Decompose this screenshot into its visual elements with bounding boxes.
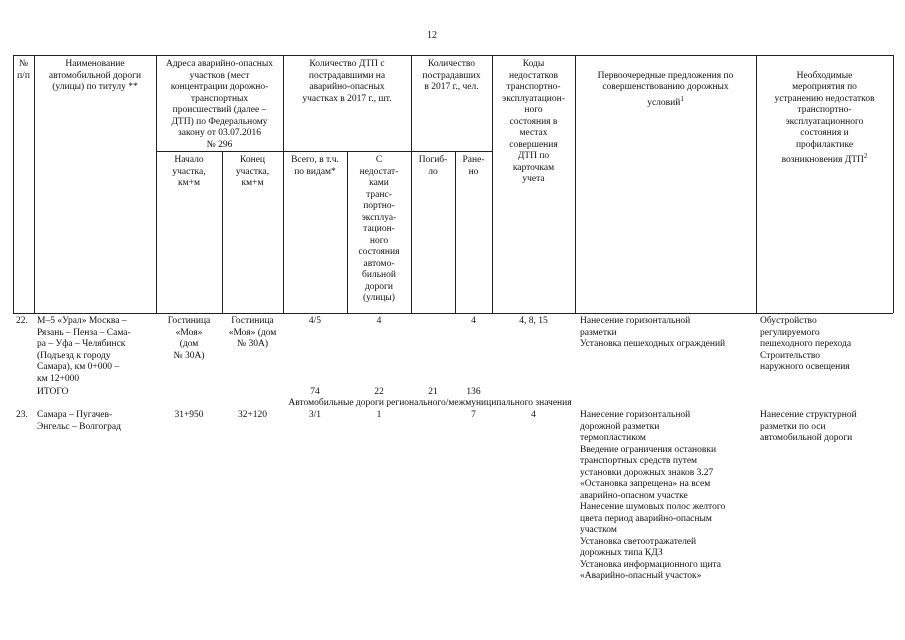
header-num: № п/п [17,59,30,81]
row-22-start: Гостиница «Моя» (дом № 30А) [167,316,211,361]
row-22-injured: 4 [471,316,476,326]
row-22-measures: Обустройство регулируемого пешеходного перехода Строительство наружного освещения [760,316,852,372]
table-right-border [893,55,894,313]
total-label: ИТОГО [37,387,69,397]
row-23-end: 32+120 [237,410,268,420]
total-defects: 22 [374,387,384,397]
header-count: Количество ДТП с пострадавшими на аварийно-опасных участках в 2017 г., шт. [302,59,392,104]
row-23-measures: Нанесение структурной разметки по оси автомобильной дороги [760,410,857,443]
section-title: Автомобильные дороги регионального/межмуниципального значения [288,398,572,408]
total-injured: 136 [466,387,481,397]
header-measures-text: Необходимые мероприятия по устранению недостатков транспортно- эксплуатационного состояния и профилактике возникновения ДТП [774,70,875,166]
header-address-end: Конец участка, км+м [235,155,270,188]
subheader-border-addr [156,151,283,152]
row-23-injured: 7 [471,410,476,420]
row-22-end: Гостиница «Моя» (дом № 30А) [228,316,277,349]
subheader-border-count [283,151,492,152]
header-count-total: Всего, в т.ч. по видам* [291,155,339,177]
header-address: Адреса аварийно-опасных участков (мест концентрации дорожно- транспортных происшествий (далее – ДТП) по Федеральному закону от 03.07.2016 № 296 [165,59,273,150]
row-23-road: Самара – Пугачев- Энгельс – Волгоград [37,410,121,432]
header-bottom-border [13,313,893,314]
header-address-start: Начало участка, км+м [172,155,206,188]
total-dead: 21 [428,387,438,397]
header-count-defects: С недостат- ками транс- портно- эксплуа- тацион- ного состояния автомо- бильной дороги (улицы) [358,155,400,303]
row-23-defects: 1 [376,410,382,420]
header-measures [756,59,893,167]
header-proposals [575,59,756,109]
table-top-border [13,55,893,56]
row-22-codes: 4, 8, 15 [519,316,548,326]
header-victims-dead: Погиб- ло [418,155,448,177]
header-victims-injured: Ране- но [462,155,485,177]
header-road: Наименование автомобильной дороги (улицы) по титулу ** [48,59,142,92]
page-number: 12 [427,30,437,41]
row-22-total: 4/5 [308,316,322,326]
row-22-road: М–5 «Урал» Москва – Рязань – Пенза – Сама- ра – Уфа – Челябинск (Подъезд к городу Самара), км 0+000 – км 12+000 [37,316,131,384]
row-23-start: 31+950 [174,410,204,420]
row-23-codes: 4 [531,410,536,420]
row-23-num: 23. [16,410,28,420]
table-left-border [13,55,14,313]
total-count: 74 [310,387,320,397]
row-23-total: 3/1 [308,410,322,420]
header-codes: Коды недостатков транспортно- эксплуатацион- ного состояния в местах совершения ДТП по карточкам учета [502,59,565,184]
row-22-proposals: Нанесение горизонтальной разметки Установка пешеходных ограждений [580,316,726,349]
header-proposals-text: Первоочередные предложения по совершенствованию дорожных условий [597,70,734,108]
row-23-proposals: Нанесение горизонтальной дорожной разметки термопластиком Введение ограничения остановки транспортных средств путем установки дорожных знаков 3.27 «Остановка запрещена» на всем аварийно-опасном участке Нанесение шумовых полос желтого цвета период аварийно-опасным участком Установка светоотражателей дорожных типа КДЗ Установка информационного щита «Аварийно-опасный участок» [580,410,726,581]
header-victims: Количество пострадавших в 2017 г., чел. [422,59,481,92]
col-divider [34,55,35,313]
row-22-defects: 4 [376,316,382,326]
row-22-num: 22. [16,316,28,326]
col-divider [411,55,412,313]
footnote-1: 1 [680,94,684,103]
footnote-2: 2 [863,152,868,160]
